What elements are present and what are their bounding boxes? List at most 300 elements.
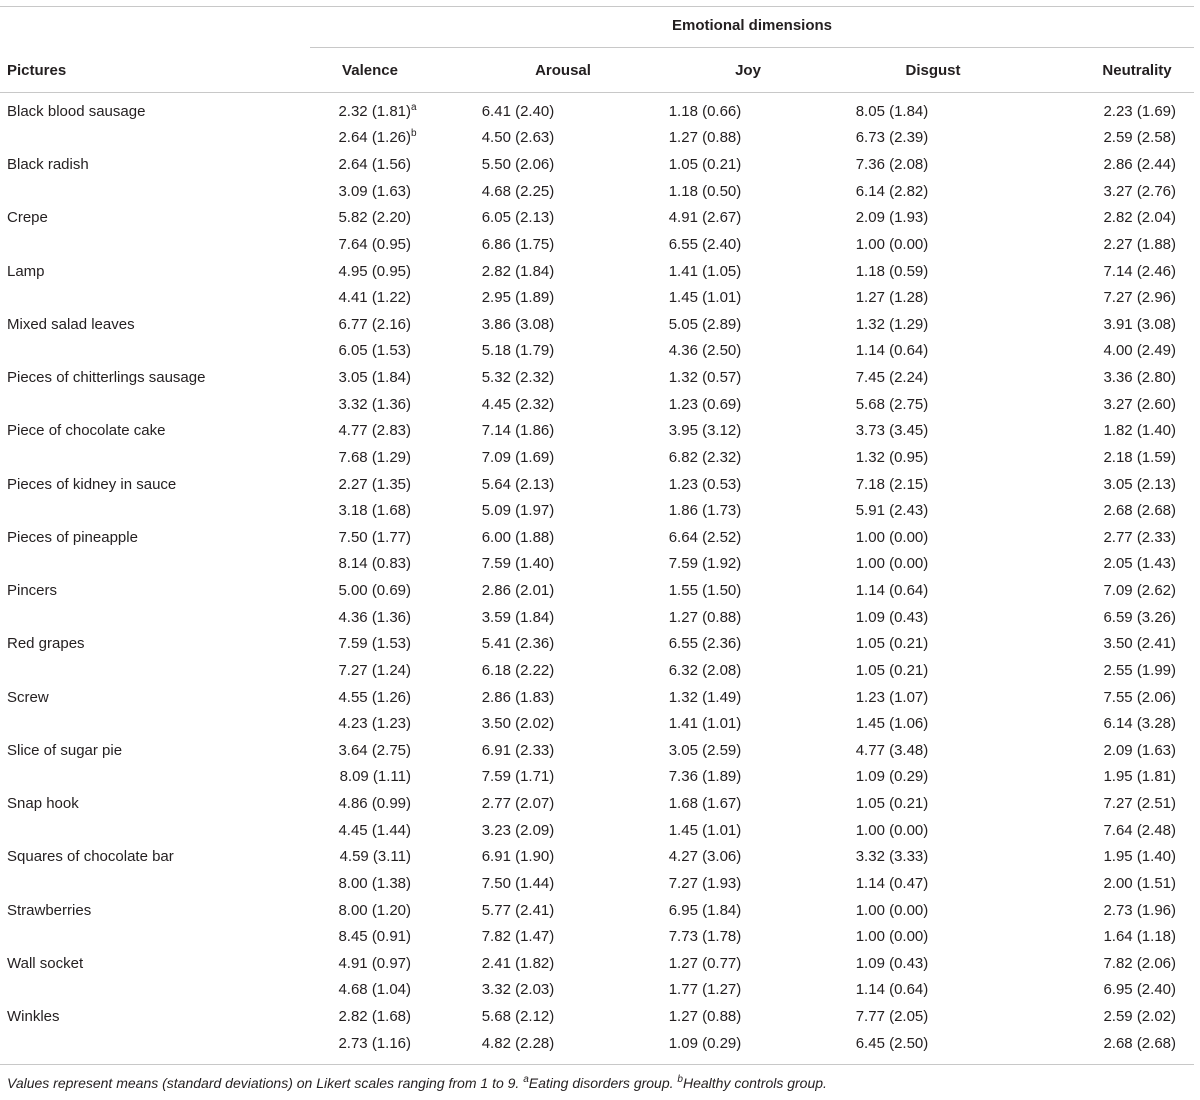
value-text: 3.27 (2.60) <box>1103 395 1176 413</box>
value-text: 4.77 (3.48) <box>855 741 929 759</box>
value-cell <box>616 870 794 897</box>
picture-name-cell: Piece of chocolate cake <box>7 422 166 440</box>
value-cell <box>616 577 794 604</box>
value-text: 2.00 (1.51) <box>1103 874 1176 892</box>
value-text: 6.77 (2.16) <box>338 315 411 333</box>
value-cell <box>420 870 616 897</box>
value-cell <box>616 125 794 152</box>
value-text: 1.32 (0.95) <box>855 448 929 466</box>
value-cell <box>310 684 420 711</box>
value-cell <box>616 604 794 631</box>
value-text: 7.50 (1.77) <box>338 528 411 546</box>
value-text: 6.05 (1.53) <box>338 342 411 360</box>
value-cell <box>420 178 616 205</box>
value-text: 5.68 (2.75) <box>855 395 929 413</box>
picture-name-cell <box>0 604 310 631</box>
value-text: 1.05 (0.21) <box>855 635 929 653</box>
value-cell <box>990 737 1194 764</box>
value-text: 5.64 (2.13) <box>481 475 555 493</box>
table-row <box>0 631 1194 658</box>
value-cell <box>990 764 1194 791</box>
table-row <box>0 657 1194 684</box>
table-row <box>0 364 1194 391</box>
value-cell <box>420 125 616 152</box>
value-text: 1.86 (1.73) <box>668 502 742 520</box>
table-row <box>0 151 1194 178</box>
value-text: 1.41 (1.05) <box>668 262 742 280</box>
value-text: 2.86 (2.01) <box>481 582 555 600</box>
table-row <box>0 444 1194 471</box>
value-cell <box>990 870 1194 897</box>
value-text: 4.77 (2.83) <box>338 422 411 440</box>
value-cell <box>990 338 1194 365</box>
value-cell <box>420 418 616 445</box>
value-cell <box>794 551 990 578</box>
value-cell <box>616 178 794 205</box>
value-cell <box>990 604 1194 631</box>
value-text: 8.05 (1.84) <box>855 102 929 120</box>
value-text: 2.77 (2.07) <box>481 795 555 813</box>
value-cell <box>310 98 420 125</box>
table-row <box>0 205 1194 232</box>
value-text: 1.45 (1.06) <box>855 715 929 733</box>
value-cell <box>794 364 990 391</box>
value-cell <box>616 684 794 711</box>
value-text: 4.86 (0.99) <box>338 795 411 813</box>
table-row <box>0 844 1194 871</box>
value-cell <box>420 790 616 817</box>
value-text: 1.27 (0.88) <box>668 129 742 147</box>
value-cell <box>990 577 1194 604</box>
value-text: 7.14 (2.46) <box>1103 262 1176 280</box>
value-text: 7.68 (1.29) <box>338 448 411 466</box>
value-cell <box>794 497 990 524</box>
value-cell <box>310 151 420 178</box>
footnote-a-text: Eating disorders group. <box>528 1075 678 1091</box>
value-cell <box>310 497 420 524</box>
value-text: 6.64 (2.52) <box>668 528 742 546</box>
value-cell <box>420 631 616 658</box>
table-row <box>0 897 1194 924</box>
value-cell <box>990 897 1194 924</box>
value-text: 7.27 (1.24) <box>338 661 411 679</box>
value-text: 1.45 (1.01) <box>668 289 742 307</box>
value-cell <box>990 710 1194 737</box>
value-cell <box>990 258 1194 285</box>
value-cell <box>310 950 420 977</box>
picture-name-cell <box>0 444 310 471</box>
value-cell <box>310 577 420 604</box>
value-cell <box>420 391 616 418</box>
value-cell <box>616 657 794 684</box>
value-text: 3.05 (2.13) <box>1103 475 1176 493</box>
table-row <box>0 710 1194 737</box>
value-text: 7.09 (2.62) <box>1103 582 1176 600</box>
table-row <box>0 178 1194 205</box>
value-cell <box>310 1003 420 1030</box>
value-cell <box>420 737 616 764</box>
value-text: 2.95 (1.89) <box>481 289 555 307</box>
value-text: 3.73 (3.45) <box>855 422 929 440</box>
table-row <box>0 418 1194 445</box>
value-cell <box>990 418 1194 445</box>
value-text: 3.59 (1.84) <box>481 608 555 626</box>
table-bottom-rule <box>0 1064 1194 1065</box>
value-text: 6.95 (1.84) <box>668 901 742 919</box>
value-cell <box>794 1003 990 1030</box>
value-cell <box>990 391 1194 418</box>
table-row <box>0 764 1194 791</box>
table-row <box>0 604 1194 631</box>
value-text: 2.32 (1.81) <box>338 102 411 120</box>
table-row <box>0 284 1194 311</box>
value-cell <box>794 923 990 950</box>
value-text: 2.82 (1.68) <box>338 1008 411 1026</box>
picture-name-cell: Pieces of pineapple <box>7 528 138 546</box>
value-cell <box>794 524 990 551</box>
value-cell <box>616 1030 794 1057</box>
value-text: 1.18 (0.50) <box>668 182 742 200</box>
value-text: 3.95 (3.12) <box>668 422 742 440</box>
value-text: 6.55 (2.40) <box>668 235 742 253</box>
value-text: 1.82 (1.40) <box>1103 422 1176 440</box>
value-text: 4.45 (1.44) <box>338 821 411 839</box>
value-cell <box>310 418 420 445</box>
picture-name-cell <box>0 391 310 418</box>
value-text: 7.14 (1.86) <box>481 422 555 440</box>
value-cell <box>990 471 1194 498</box>
value-cell <box>794 737 990 764</box>
value-cell <box>310 844 420 871</box>
table-row <box>0 1003 1194 1030</box>
picture-name-cell <box>0 284 310 311</box>
value-cell <box>310 923 420 950</box>
value-text: 1.23 (0.53) <box>668 475 742 493</box>
value-cell <box>616 338 794 365</box>
table-row <box>0 391 1194 418</box>
value-cell <box>794 817 990 844</box>
value-cell <box>794 391 990 418</box>
picture-name-cell: Lamp <box>7 262 45 280</box>
table-top-rule <box>0 6 1194 7</box>
value-cell <box>616 205 794 232</box>
column-header-arousal: Arousal <box>535 62 591 79</box>
picture-name-cell <box>0 923 310 950</box>
value-text: 6.82 (2.32) <box>668 448 742 466</box>
value-text: 3.32 (1.36) <box>338 395 411 413</box>
value-text: 1.09 (0.29) <box>668 1034 742 1052</box>
column-header-valence: Valence <box>342 62 398 79</box>
table-row <box>0 551 1194 578</box>
value-cell <box>990 551 1194 578</box>
value-cell <box>420 311 616 338</box>
value-cell <box>310 284 420 311</box>
value-text: 2.68 (2.68) <box>1103 1034 1176 1052</box>
value-text: 2.82 (2.04) <box>1103 209 1176 227</box>
value-text: 2.82 (1.84) <box>481 262 555 280</box>
value-text: 4.45 (2.32) <box>481 395 555 413</box>
value-text: 5.82 (2.20) <box>338 209 411 227</box>
value-cell <box>990 311 1194 338</box>
value-cell <box>794 338 990 365</box>
table-row <box>0 125 1194 152</box>
value-cell <box>420 338 616 365</box>
value-cell <box>794 790 990 817</box>
value-text: 5.41 (2.36) <box>481 635 555 653</box>
table-row <box>0 977 1194 1004</box>
value-cell <box>420 471 616 498</box>
value-text: 3.64 (2.75) <box>338 741 411 759</box>
value-text: 7.36 (2.08) <box>855 156 929 174</box>
value-text: 1.27 (0.88) <box>668 1008 742 1026</box>
value-text: 4.36 (1.36) <box>338 608 411 626</box>
value-cell <box>420 977 616 1004</box>
value-cell <box>310 710 420 737</box>
value-text: 6.59 (3.26) <box>1103 608 1176 626</box>
value-cell <box>310 897 420 924</box>
value-text: 6.95 (2.40) <box>1103 981 1176 999</box>
value-cell <box>310 364 420 391</box>
value-cell <box>616 551 794 578</box>
value-text: 1.27 (1.28) <box>855 289 929 307</box>
value-text: 6.91 (2.33) <box>481 741 555 759</box>
value-cell <box>794 98 990 125</box>
value-text: 2.59 (2.02) <box>1103 1008 1176 1026</box>
value-text: 1.09 (0.29) <box>855 768 929 786</box>
picture-name-cell <box>0 497 310 524</box>
value-cell <box>616 98 794 125</box>
picture-name-cell: Squares of chocolate bar <box>7 848 174 866</box>
value-text: 6.45 (2.50) <box>855 1034 929 1052</box>
value-cell <box>990 151 1194 178</box>
value-text: 2.59 (2.58) <box>1103 129 1176 147</box>
value-cell <box>616 710 794 737</box>
value-text: 7.59 (1.92) <box>668 555 742 573</box>
value-text: 5.00 (0.69) <box>338 582 411 600</box>
value-text: 6.55 (2.36) <box>668 635 742 653</box>
value-cell <box>990 205 1194 232</box>
value-cell <box>420 444 616 471</box>
picture-name-cell <box>0 657 310 684</box>
value-text: 1.18 (0.59) <box>855 262 929 280</box>
table-footnote <box>7 1075 827 1091</box>
value-cell <box>310 1030 420 1057</box>
value-text: 2.68 (2.68) <box>1103 502 1176 520</box>
value-text: 8.09 (1.11) <box>339 768 411 786</box>
value-text: 4.68 (2.25) <box>481 182 555 200</box>
value-text: 2.09 (1.63) <box>1103 741 1176 759</box>
value-cell <box>420 710 616 737</box>
value-cell <box>616 737 794 764</box>
picture-name-cell <box>0 338 310 365</box>
footnote-marker-b: b <box>677 1074 683 1085</box>
value-cell <box>794 1030 990 1057</box>
picture-name-cell <box>0 231 310 258</box>
value-text: 7.59 (1.71) <box>481 768 555 786</box>
picture-name-cell: Crepe <box>7 209 48 227</box>
value-text: 2.41 (1.82) <box>481 954 555 972</box>
value-cell <box>420 1030 616 1057</box>
value-cell <box>794 284 990 311</box>
value-text: 6.73 (2.39) <box>855 129 929 147</box>
value-cell <box>616 391 794 418</box>
value-text: 7.27 (2.51) <box>1103 795 1176 813</box>
value-text: 1.18 (0.66) <box>668 102 742 120</box>
footnote-marker-a: a <box>523 1074 529 1085</box>
value-cell <box>616 418 794 445</box>
picture-name-cell <box>0 551 310 578</box>
value-text: 7.73 (1.78) <box>668 928 742 946</box>
value-cell <box>616 790 794 817</box>
value-cell <box>310 737 420 764</box>
value-text: 4.95 (0.95) <box>338 262 411 280</box>
value-cell <box>616 977 794 1004</box>
value-text: 5.32 (2.32) <box>481 369 555 387</box>
picture-name-cell <box>0 710 310 737</box>
value-text: 4.23 (1.23) <box>338 715 411 733</box>
value-text: 2.18 (1.59) <box>1103 448 1176 466</box>
value-cell <box>616 897 794 924</box>
value-cell <box>310 524 420 551</box>
value-text: 3.05 (1.84) <box>338 369 411 387</box>
value-cell <box>990 98 1194 125</box>
value-text: 3.86 (3.08) <box>481 315 555 333</box>
column-header-joy: Joy <box>735 62 761 79</box>
value-text: 6.32 (2.08) <box>668 661 742 679</box>
value-cell <box>794 710 990 737</box>
value-cell <box>990 524 1194 551</box>
value-cell <box>990 1030 1194 1057</box>
value-cell <box>616 923 794 950</box>
value-text: 6.18 (2.22) <box>481 661 555 679</box>
value-cell <box>420 764 616 791</box>
value-text: 4.82 (2.28) <box>481 1034 555 1052</box>
value-text: 2.73 (1.96) <box>1103 901 1176 919</box>
value-cell <box>310 817 420 844</box>
value-text: 1.32 (1.29) <box>855 315 929 333</box>
value-text: 4.41 (1.22) <box>338 289 411 307</box>
value-text: 1.32 (0.57) <box>668 369 742 387</box>
value-text: 1.55 (1.50) <box>668 582 742 600</box>
value-text: 1.14 (0.64) <box>855 981 929 999</box>
value-text: 7.59 (1.53) <box>338 635 411 653</box>
value-text: 1.27 (0.77) <box>668 954 742 972</box>
value-cell <box>990 364 1194 391</box>
value-cell <box>420 950 616 977</box>
table-row <box>0 338 1194 365</box>
value-cell <box>794 844 990 871</box>
value-text: 5.05 (2.89) <box>668 315 742 333</box>
picture-name-cell: Red grapes <box>7 635 85 653</box>
picture-name-cell: Black blood sausage <box>7 102 146 120</box>
value-text: 4.50 (2.63) <box>481 129 555 147</box>
value-cell <box>310 205 420 232</box>
value-cell <box>420 923 616 950</box>
value-text: 7.18 (2.15) <box>855 475 929 493</box>
value-cell <box>616 231 794 258</box>
table-row <box>0 923 1194 950</box>
value-text: 2.09 (1.93) <box>855 209 929 227</box>
table-row <box>0 311 1194 338</box>
picture-name-cell <box>0 764 310 791</box>
value-cell <box>616 817 794 844</box>
value-cell <box>990 178 1194 205</box>
value-text: 8.00 (1.38) <box>338 874 411 892</box>
value-text: 2.55 (1.99) <box>1103 661 1176 679</box>
value-cell <box>616 1003 794 1030</box>
superscript-slot <box>411 103 418 120</box>
table-row <box>0 524 1194 551</box>
value-text: 1.00 (0.00) <box>855 901 929 919</box>
group-header: Emotional dimensions <box>671 17 833 34</box>
value-text: 1.09 (0.43) <box>855 608 929 626</box>
value-text: 1.05 (0.21) <box>668 156 742 174</box>
value-cell <box>420 205 616 232</box>
picture-name-cell <box>0 178 310 205</box>
value-text: 4.68 (1.04) <box>338 981 411 999</box>
table-row <box>0 737 1194 764</box>
picture-name-cell: Mixed salad leaves <box>7 315 135 333</box>
value-cell <box>990 631 1194 658</box>
superscript-slot <box>411 129 418 146</box>
picture-name-cell: Snap hook <box>7 795 79 813</box>
group-marker: a <box>411 101 417 113</box>
value-text: 7.50 (1.44) <box>481 874 555 892</box>
value-cell <box>794 870 990 897</box>
value-cell <box>310 764 420 791</box>
value-text: 6.05 (2.13) <box>481 209 555 227</box>
value-cell <box>794 604 990 631</box>
value-cell <box>310 125 420 152</box>
table-row <box>0 790 1194 817</box>
picture-name-cell <box>0 977 310 1004</box>
value-cell <box>990 284 1194 311</box>
value-cell <box>420 551 616 578</box>
value-cell <box>310 631 420 658</box>
value-cell <box>616 151 794 178</box>
table-row <box>0 1030 1194 1057</box>
value-text: 1.23 (1.07) <box>855 688 929 706</box>
value-cell <box>420 604 616 631</box>
value-cell <box>794 471 990 498</box>
table-row <box>0 497 1194 524</box>
value-cell <box>616 311 794 338</box>
column-header-pictures: Pictures <box>7 62 67 79</box>
value-text: 2.27 (1.88) <box>1103 235 1176 253</box>
table-row <box>0 98 1194 125</box>
value-text: 1.05 (0.21) <box>855 661 929 679</box>
value-cell <box>420 1003 616 1030</box>
value-text: 4.27 (3.06) <box>668 848 742 866</box>
value-text: 7.27 (2.96) <box>1103 289 1176 307</box>
value-cell <box>616 764 794 791</box>
table-row <box>0 817 1194 844</box>
value-text: 5.50 (2.06) <box>481 156 555 174</box>
value-text: 4.55 (1.26) <box>338 688 411 706</box>
value-cell <box>310 790 420 817</box>
value-text: 6.00 (1.88) <box>481 528 555 546</box>
value-text: 7.27 (1.93) <box>668 874 742 892</box>
value-text: 4.91 (2.67) <box>668 209 742 227</box>
value-text: 1.05 (0.21) <box>855 795 929 813</box>
value-cell <box>420 844 616 871</box>
value-cell <box>420 258 616 285</box>
value-cell <box>794 950 990 977</box>
picture-name-cell: Black radish <box>7 156 89 174</box>
value-cell <box>420 364 616 391</box>
value-cell <box>420 231 616 258</box>
value-text: 1.68 (1.67) <box>668 795 742 813</box>
